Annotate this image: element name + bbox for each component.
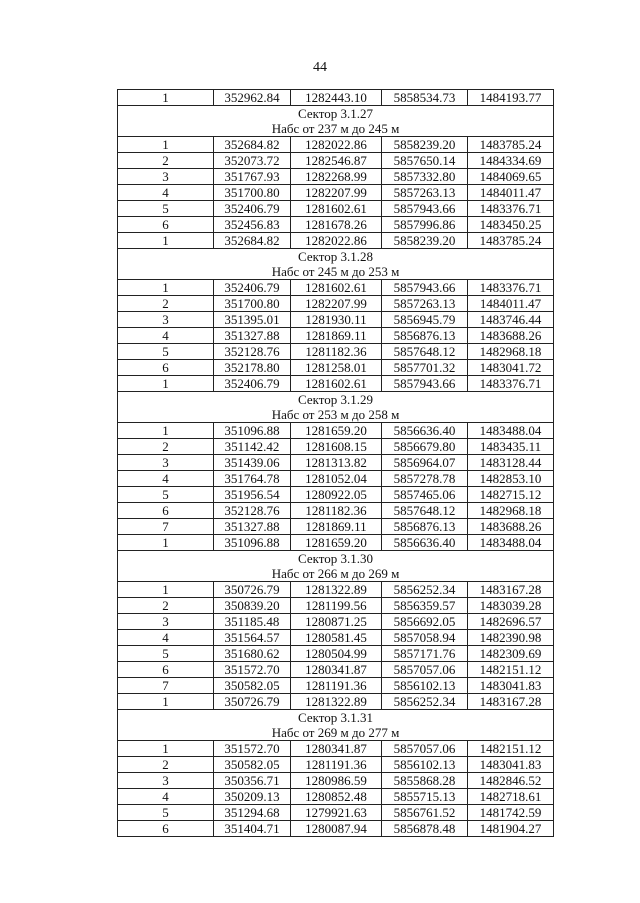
coordinate-cell: 5856636.40 [382, 535, 468, 551]
coordinate-cell: 1483688.26 [468, 328, 554, 344]
point-number-cell: 6 [118, 217, 214, 233]
table-row [118, 598, 554, 614]
coordinate-cell: 1282022.86 [291, 233, 382, 249]
sector-header-row [118, 106, 554, 137]
coordinate-cell: 5858534.73 [382, 90, 468, 106]
coordinate-cell: 350582.05 [214, 678, 291, 694]
coordinate-cell: 1281930.11 [291, 312, 382, 328]
point-number-cell: 2 [118, 598, 214, 614]
coordinate-cell: 1280341.87 [291, 662, 382, 678]
coordinate-cell: 1282268.99 [291, 169, 382, 185]
point-number-cell: 1 [118, 694, 214, 710]
table-row [118, 90, 554, 106]
coordinate-cell: 1281182.36 [291, 344, 382, 360]
point-number-cell: 2 [118, 153, 214, 169]
coordinate-cell: 1483435.11 [468, 439, 554, 455]
coordinate-cell: 1280871.25 [291, 614, 382, 630]
coordinate-cell: 352684.82 [214, 233, 291, 249]
sector-header [118, 392, 554, 423]
coordinate-cell: 352406.79 [214, 201, 291, 217]
point-number-cell: 1 [118, 423, 214, 439]
coordinate-cell: 1282546.87 [291, 153, 382, 169]
coordinate-cell: 1282207.99 [291, 296, 382, 312]
coordinate-cell: 1484011.47 [468, 185, 554, 201]
coordinate-cell: 350726.79 [214, 694, 291, 710]
coordinate-cell: 352456.83 [214, 217, 291, 233]
coordinate-cell: 1281659.20 [291, 423, 382, 439]
sector-header [118, 551, 554, 582]
table-row [118, 169, 554, 185]
sector-header-row [118, 392, 554, 423]
table-row [118, 646, 554, 662]
coordinate-cell: 352128.76 [214, 344, 291, 360]
sector-title: Сектор 3.1.27 [297, 106, 373, 121]
coordinate-cell: 350839.20 [214, 598, 291, 614]
coordinate-cell: 5856692.05 [382, 614, 468, 630]
coordinate-cell: 1482853.10 [468, 471, 554, 487]
table-row [118, 280, 554, 296]
page-number: 44 [313, 60, 327, 75]
table-row [118, 455, 554, 471]
coordinate-cell: 350209.13 [214, 789, 291, 805]
coordinate-cell: 1483041.72 [468, 360, 554, 376]
coordinate-cell: 1482715.12 [468, 487, 554, 503]
table-row [118, 439, 554, 455]
coordinate-cell: 352406.79 [214, 280, 291, 296]
coordinate-cell: 352962.84 [214, 90, 291, 106]
coordinate-cell: 352128.76 [214, 503, 291, 519]
point-number-cell: 1 [118, 90, 214, 106]
coordinate-cell: 5857943.66 [382, 280, 468, 296]
coordinate-cell: 5858239.20 [382, 233, 468, 249]
coordinate-cell: 1482151.12 [468, 741, 554, 757]
coordinate-cell: 351294.68 [214, 805, 291, 821]
coordinate-cell: 351764.78 [214, 471, 291, 487]
coordinate-cell: 351956.54 [214, 487, 291, 503]
coordinate-cell: 351185.48 [214, 614, 291, 630]
coordinate-cell: 351327.88 [214, 519, 291, 535]
point-number-cell: 6 [118, 360, 214, 376]
coordinate-cell: 350356.71 [214, 773, 291, 789]
coordinate-cell: 5856945.79 [382, 312, 468, 328]
coordinate-cell: 1482309.69 [468, 646, 554, 662]
table-row [118, 678, 554, 694]
table-row [118, 821, 554, 837]
coordinate-cell: 1481742.59 [468, 805, 554, 821]
table-row [118, 741, 554, 757]
table-row [118, 582, 554, 598]
sector-title: Сектор 3.1.28 [297, 249, 373, 264]
coordinate-cell: 1483128.44 [468, 455, 554, 471]
table-row [118, 360, 554, 376]
coordinate-cell: 1483688.26 [468, 519, 554, 535]
table-row [118, 471, 554, 487]
point-number-cell: 4 [118, 328, 214, 344]
sector-height-range: Набс от 253 м до 258 м [271, 407, 400, 422]
point-number-cell: 4 [118, 789, 214, 805]
point-number-cell: 6 [118, 503, 214, 519]
coordinate-cell: 1281602.61 [291, 376, 382, 392]
point-number-cell: 2 [118, 757, 214, 773]
coordinate-cell: 1282207.99 [291, 185, 382, 201]
point-number-cell: 6 [118, 662, 214, 678]
coordinate-cell: 5857332.80 [382, 169, 468, 185]
coordinate-cell: 1484069.65 [468, 169, 554, 185]
table-row [118, 662, 554, 678]
coordinate-cell: 5857943.66 [382, 201, 468, 217]
table-row [118, 153, 554, 169]
coordinate-cell: 351327.88 [214, 328, 291, 344]
coordinate-cell: 5855868.28 [382, 773, 468, 789]
table-row [118, 519, 554, 535]
coordinate-cell: 1483167.28 [468, 582, 554, 598]
point-number-cell: 1 [118, 137, 214, 153]
coordinate-cell: 1483376.71 [468, 201, 554, 217]
coordinate-cell: 1279921.63 [291, 805, 382, 821]
coordinate-cell: 1281602.61 [291, 280, 382, 296]
coordinate-cell: 1281322.89 [291, 694, 382, 710]
coordinate-cell: 352178.80 [214, 360, 291, 376]
coordinate-cell: 5856876.13 [382, 519, 468, 535]
point-number-cell: 7 [118, 519, 214, 535]
coordinate-cell: 5856102.13 [382, 757, 468, 773]
coordinate-cell: 351404.71 [214, 821, 291, 837]
coordinate-cell: 351572.70 [214, 741, 291, 757]
table-row [118, 217, 554, 233]
table-row [118, 296, 554, 312]
coordinate-cell: 5856761.52 [382, 805, 468, 821]
coordinate-cell: 1482968.18 [468, 503, 554, 519]
coordinate-cell: 5856636.40 [382, 423, 468, 439]
point-number-cell: 3 [118, 312, 214, 328]
coordinate-cell: 5856878.48 [382, 821, 468, 837]
coordinate-cell: 1281258.01 [291, 360, 382, 376]
table-row [118, 773, 554, 789]
point-number-cell: 4 [118, 630, 214, 646]
coordinate-cell: 1281191.36 [291, 757, 382, 773]
point-number-cell: 5 [118, 646, 214, 662]
coordinate-cell: 5857058.94 [382, 630, 468, 646]
coordinate-cell: 1280087.94 [291, 821, 382, 837]
coordinates-table [117, 89, 554, 837]
coordinate-cell: 1281869.11 [291, 328, 382, 344]
coordinate-cell: 5856252.34 [382, 582, 468, 598]
point-number-cell: 7 [118, 678, 214, 694]
coordinate-cell: 1281191.36 [291, 678, 382, 694]
table-row [118, 535, 554, 551]
table-row [118, 312, 554, 328]
coordinate-cell: 1281199.56 [291, 598, 382, 614]
table-row [118, 137, 554, 153]
coordinate-cell: 5857943.66 [382, 376, 468, 392]
coordinate-cell: 1281602.61 [291, 201, 382, 217]
coordinate-cell: 5856876.13 [382, 328, 468, 344]
coordinate-cell: 1483488.04 [468, 423, 554, 439]
point-number-cell: 2 [118, 296, 214, 312]
coordinate-cell: 1482390.98 [468, 630, 554, 646]
sector-title: Сектор 3.1.31 [297, 710, 373, 725]
point-number-cell: 6 [118, 821, 214, 837]
coordinate-cell: 1280581.45 [291, 630, 382, 646]
table-row [118, 614, 554, 630]
coordinate-cell: 5856102.13 [382, 678, 468, 694]
coordinate-cell: 5858239.20 [382, 137, 468, 153]
coordinate-cell: 1280922.05 [291, 487, 382, 503]
table-row [118, 328, 554, 344]
coordinate-cell: 1280852.48 [291, 789, 382, 805]
table-row [118, 630, 554, 646]
point-number-cell: 3 [118, 169, 214, 185]
table-row [118, 376, 554, 392]
point-number-cell: 3 [118, 773, 214, 789]
coordinate-cell: 5856252.34 [382, 694, 468, 710]
coordinate-cell: 351700.80 [214, 185, 291, 201]
coordinate-cell: 1280341.87 [291, 741, 382, 757]
point-number-cell: 1 [118, 233, 214, 249]
coordinate-cell: 1483746.44 [468, 312, 554, 328]
coordinate-cell: 350726.79 [214, 582, 291, 598]
coordinates-table-body [118, 90, 554, 837]
coordinate-cell: 1281052.04 [291, 471, 382, 487]
table-row [118, 805, 554, 821]
sector-header [118, 106, 554, 137]
point-number-cell: 1 [118, 535, 214, 551]
coordinate-cell: 1484334.69 [468, 153, 554, 169]
coordinate-cell: 1483785.24 [468, 233, 554, 249]
sector-header-row [118, 551, 554, 582]
coordinate-cell: 1280986.59 [291, 773, 382, 789]
table-row [118, 487, 554, 503]
coordinate-cell: 1481904.27 [468, 821, 554, 837]
coordinate-cell: 1281678.26 [291, 217, 382, 233]
coordinate-cell: 5857996.86 [382, 217, 468, 233]
table-row [118, 503, 554, 519]
coordinate-cell: 350582.05 [214, 757, 291, 773]
coordinate-cell: 1484011.47 [468, 296, 554, 312]
coordinate-cell: 1482718.61 [468, 789, 554, 805]
point-number-cell: 5 [118, 201, 214, 217]
table-row [118, 423, 554, 439]
coordinate-cell: 5857171.76 [382, 646, 468, 662]
table-row [118, 344, 554, 360]
coordinate-cell: 1483039.28 [468, 598, 554, 614]
point-number-cell: 3 [118, 455, 214, 471]
coordinate-cell: 1282443.10 [291, 90, 382, 106]
coordinate-cell: 5856679.80 [382, 439, 468, 455]
coordinate-cell: 5857701.32 [382, 360, 468, 376]
point-number-cell: 1 [118, 376, 214, 392]
table-row [118, 789, 554, 805]
coordinate-cell: 1483785.24 [468, 137, 554, 153]
point-number-cell: 5 [118, 805, 214, 821]
sector-header [118, 249, 554, 280]
point-number-cell: 1 [118, 582, 214, 598]
coordinate-cell: 5856964.07 [382, 455, 468, 471]
table-row [118, 201, 554, 217]
point-number-cell: 4 [118, 471, 214, 487]
coordinate-cell: 1482151.12 [468, 662, 554, 678]
point-number-cell: 2 [118, 439, 214, 455]
coordinate-cell: 351564.57 [214, 630, 291, 646]
coordinate-cell: 352684.82 [214, 137, 291, 153]
coordinate-cell: 1281322.89 [291, 582, 382, 598]
coordinate-cell: 1281182.36 [291, 503, 382, 519]
coordinate-cell: 1281608.15 [291, 439, 382, 455]
coordinate-cell: 1483488.04 [468, 535, 554, 551]
coordinate-cell: 352073.72 [214, 153, 291, 169]
coordinate-cell: 5857465.06 [382, 487, 468, 503]
sector-height-range: Набс от 266 м до 269 м [271, 566, 400, 581]
coordinate-cell: 1484193.77 [468, 90, 554, 106]
coordinate-cell: 1483167.28 [468, 694, 554, 710]
sector-height-range: Набс от 269 м до 277 м [271, 725, 400, 740]
coordinate-cell: 5855715.13 [382, 789, 468, 805]
coordinate-cell: 1483376.71 [468, 280, 554, 296]
point-number-cell: 1 [118, 741, 214, 757]
sector-title: Сектор 3.1.29 [297, 392, 373, 407]
coordinate-cell: 1483450.25 [468, 217, 554, 233]
coordinate-cell: 1483041.83 [468, 757, 554, 773]
coordinate-cell: 1281869.11 [291, 519, 382, 535]
coordinate-cell: 1482696.57 [468, 614, 554, 630]
coordinate-cell: 5857648.12 [382, 503, 468, 519]
coordinate-cell: 351096.88 [214, 535, 291, 551]
coordinate-cell: 1483041.83 [468, 678, 554, 694]
table-row [118, 185, 554, 201]
coordinate-cell: 351142.42 [214, 439, 291, 455]
coordinate-cell: 1482968.18 [468, 344, 554, 360]
coordinate-cell: 351439.06 [214, 455, 291, 471]
coordinate-cell: 351767.93 [214, 169, 291, 185]
coordinate-cell: 351096.88 [214, 423, 291, 439]
coordinate-cell: 5857263.13 [382, 185, 468, 201]
coordinate-cell: 5857057.06 [382, 741, 468, 757]
coordinate-cell: 1282022.86 [291, 137, 382, 153]
point-number-cell: 5 [118, 344, 214, 360]
point-number-cell: 1 [118, 280, 214, 296]
table-row [118, 694, 554, 710]
coordinate-cell: 351680.62 [214, 646, 291, 662]
coordinate-cell: 351572.70 [214, 662, 291, 678]
coordinate-cell: 5857057.06 [382, 662, 468, 678]
coordinate-cell: 5857263.13 [382, 296, 468, 312]
sector-header-row [118, 710, 554, 741]
coordinate-cell: 1281659.20 [291, 535, 382, 551]
point-number-cell: 3 [118, 614, 214, 630]
coordinate-cell: 5857650.14 [382, 153, 468, 169]
table-row [118, 757, 554, 773]
point-number-cell: 5 [118, 487, 214, 503]
coordinate-cell: 5857278.78 [382, 471, 468, 487]
coordinate-cell: 5857648.12 [382, 344, 468, 360]
sector-header-row [118, 249, 554, 280]
sector-header [118, 710, 554, 741]
sector-height-range: Набс от 237 м до 245 м [271, 121, 400, 136]
coordinate-cell: 1483376.71 [468, 376, 554, 392]
coordinate-cell: 1482846.52 [468, 773, 554, 789]
coordinate-cell: 5856359.57 [382, 598, 468, 614]
coordinate-cell: 351395.01 [214, 312, 291, 328]
coordinate-cell: 1280504.99 [291, 646, 382, 662]
sector-title: Сектор 3.1.30 [297, 551, 373, 566]
sector-height-range: Набс от 245 м до 253 м [271, 264, 400, 279]
table-row [118, 233, 554, 249]
point-number-cell: 4 [118, 185, 214, 201]
coordinate-cell: 352406.79 [214, 376, 291, 392]
coordinate-cell: 351700.80 [214, 296, 291, 312]
coordinate-cell: 1281313.82 [291, 455, 382, 471]
